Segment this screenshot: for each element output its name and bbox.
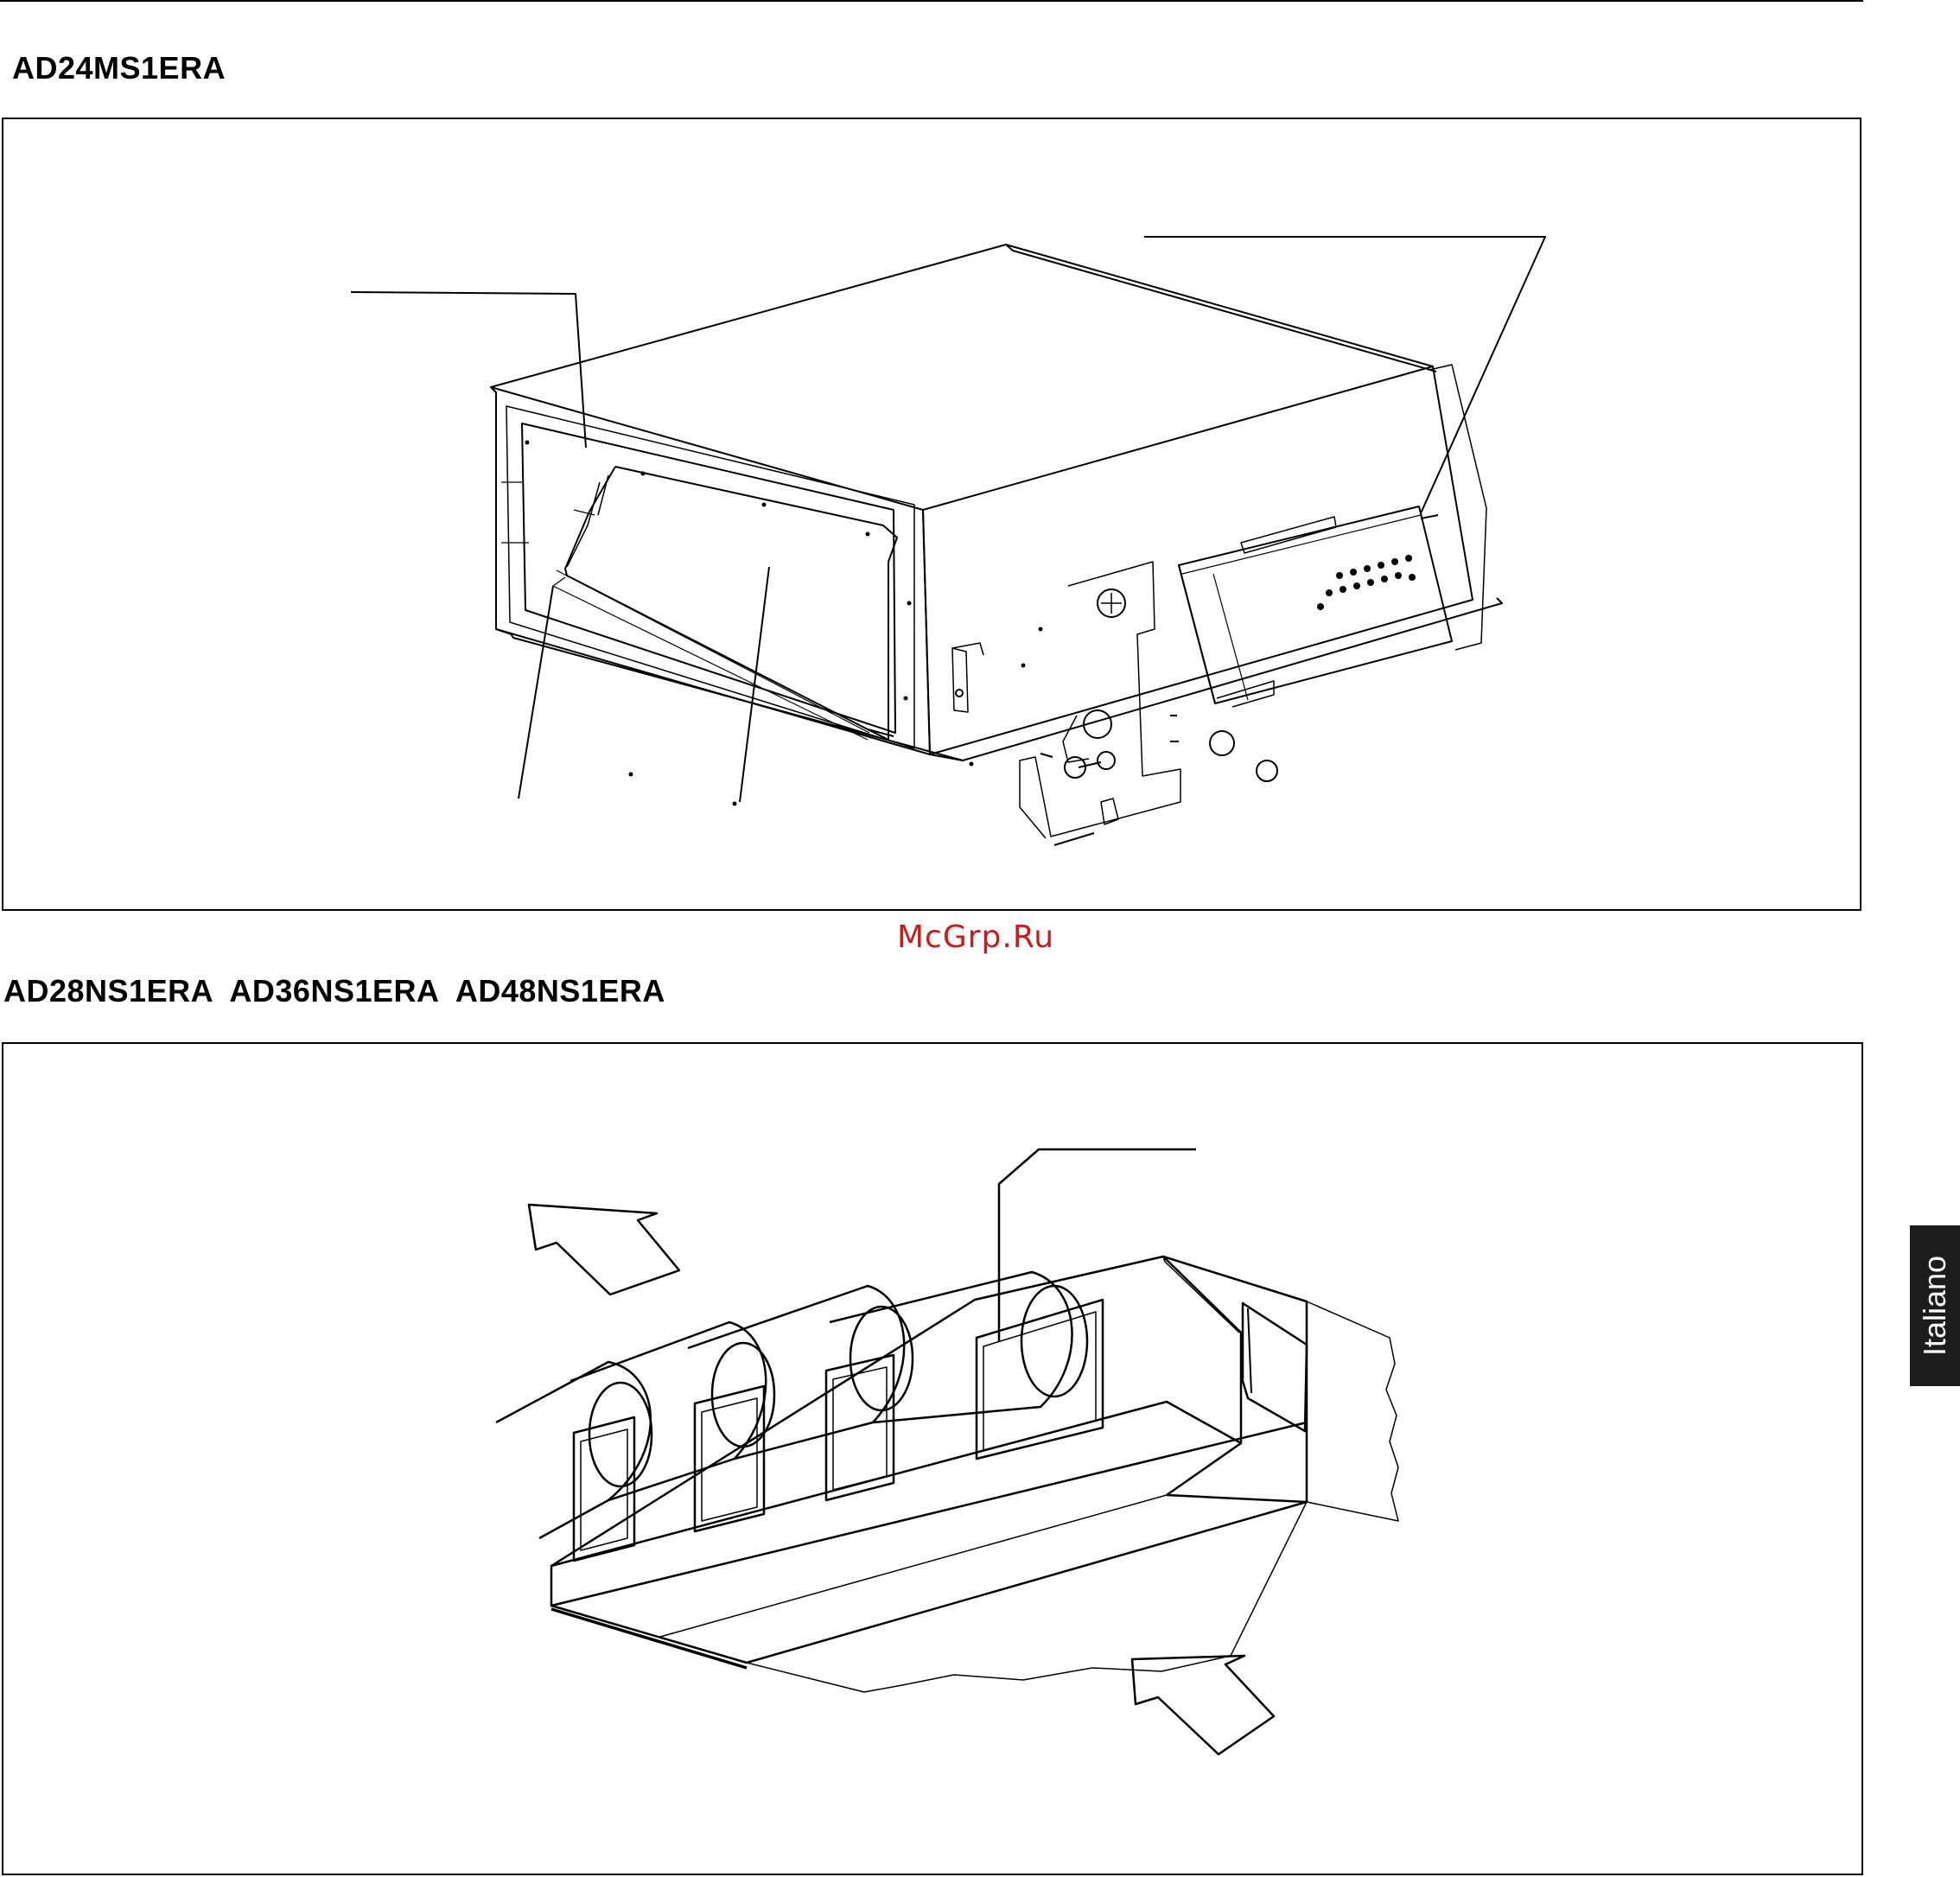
outlet-arrow-icon <box>529 1205 679 1295</box>
language-tab-label: Italiano <box>1917 1255 1952 1357</box>
airflow-diagram-box <box>2 1042 1863 1875</box>
airflow-illustration <box>3 1044 1865 1877</box>
watermark-text: McGrp.Ru <box>897 919 1055 955</box>
top-rule <box>0 0 1863 2</box>
ducted-unit-illustration <box>3 119 1863 913</box>
model-heading-ad24: AD24MS1ERA <box>12 50 226 86</box>
language-tab <box>1910 1225 1960 1386</box>
model-heading-multi: AD28NS1ERA AD36NS1ERA AD48NS1ERA <box>3 973 665 1008</box>
unit-diagram-box <box>2 118 1861 911</box>
